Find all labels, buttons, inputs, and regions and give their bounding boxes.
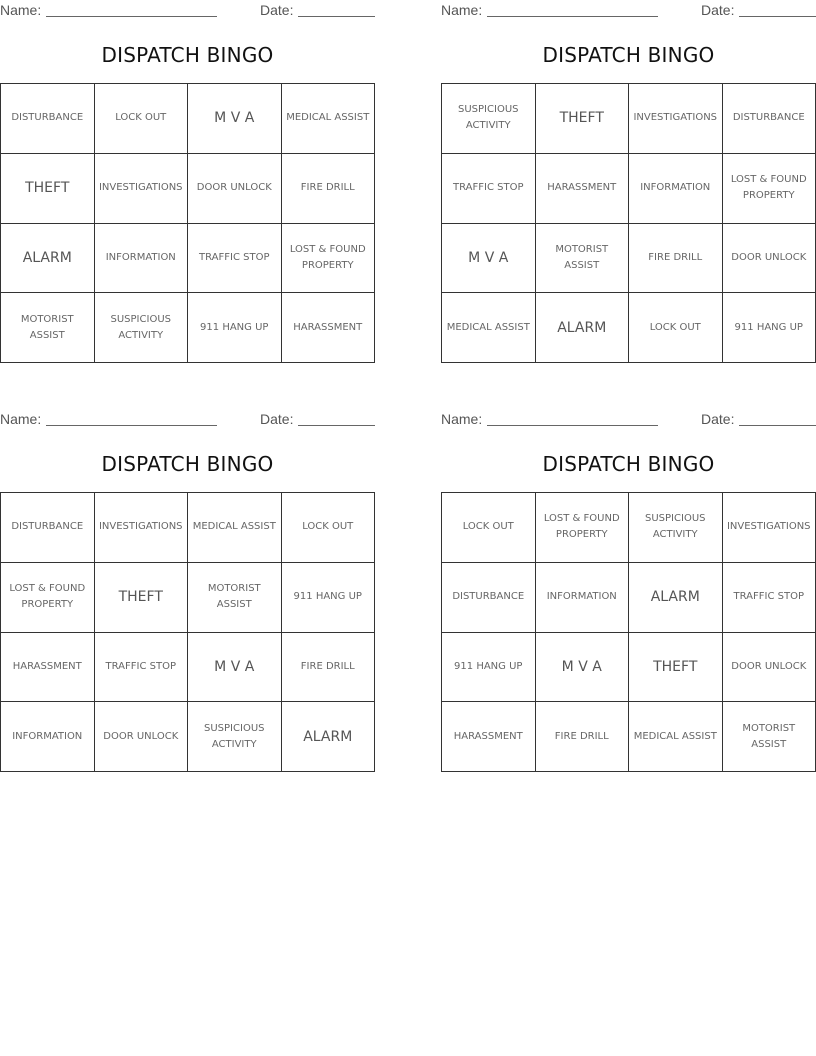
bingo-cell: INFORMATION bbox=[1, 702, 95, 772]
date-blank-line bbox=[298, 425, 375, 426]
bingo-cell: INVESTIGATIONS bbox=[723, 493, 816, 563]
bingo-cell: 911 HANG UP bbox=[442, 633, 536, 703]
card-header bbox=[441, 411, 816, 429]
bingo-cell: HARASSMENT bbox=[282, 293, 376, 363]
name-blank-line bbox=[487, 425, 658, 426]
bingo-cell: MOTORIST ASSIST bbox=[188, 563, 282, 633]
bingo-cell: DOOR UNLOCK bbox=[723, 633, 816, 703]
bingo-cell: ALARM bbox=[1, 224, 95, 294]
name-blank-line bbox=[487, 16, 658, 17]
bingo-cell: THEFT bbox=[95, 563, 189, 633]
bingo-cell: INFORMATION bbox=[536, 563, 630, 633]
bingo-cell: MEDICAL ASSIST bbox=[188, 493, 282, 563]
bingo-cell: THEFT bbox=[536, 84, 630, 154]
bingo-cell: SUSPICIOUS ACTIVITY bbox=[95, 293, 189, 363]
bingo-cell: MOTORIST ASSIST bbox=[723, 702, 816, 772]
card-title: DISPATCH BINGO bbox=[542, 43, 715, 67]
bingo-cell: DISTURBANCE bbox=[442, 563, 536, 633]
bingo-card bbox=[441, 409, 816, 779]
card-title: DISPATCH BINGO bbox=[101, 452, 274, 476]
bingo-cell: LOCK OUT bbox=[442, 493, 536, 563]
date-blank-line bbox=[298, 16, 375, 17]
bingo-cell: MOTORIST ASSIST bbox=[536, 224, 630, 294]
bingo-cell: MEDICAL ASSIST bbox=[629, 702, 723, 772]
date-label: Date: bbox=[260, 2, 294, 18]
name-label: Name: bbox=[0, 2, 42, 18]
bingo-cell: ALARM bbox=[629, 563, 723, 633]
bingo-cell: ALARM bbox=[282, 702, 376, 772]
bingo-cell: SUSPICIOUS ACTIVITY bbox=[442, 84, 536, 154]
name-label: Name: bbox=[0, 411, 42, 427]
bingo-cell: HARASSMENT bbox=[536, 154, 630, 224]
bingo-cell: 911 HANG UP bbox=[282, 563, 376, 633]
bingo-cell: 911 HANG UP bbox=[188, 293, 282, 363]
bingo-cell: LOST & FOUND PROPERTY bbox=[536, 493, 630, 563]
bingo-cell: LOST & FOUND PROPERTY bbox=[282, 224, 376, 294]
date-blank-line bbox=[739, 16, 816, 17]
bingo-cell: DISTURBANCE bbox=[723, 84, 816, 154]
card-title: DISPATCH BINGO bbox=[542, 452, 715, 476]
bingo-cell: INVESTIGATIONS bbox=[629, 84, 723, 154]
card-header bbox=[0, 2, 375, 20]
date-blank-line bbox=[739, 425, 816, 426]
bingo-grid bbox=[441, 492, 816, 772]
bingo-cell: TRAFFIC STOP bbox=[723, 563, 816, 633]
bingo-cell: TRAFFIC STOP bbox=[95, 633, 189, 703]
bingo-cell: DISTURBANCE bbox=[1, 84, 95, 154]
bingo-cell: INVESTIGATIONS bbox=[95, 493, 189, 563]
bingo-cell: MEDICAL ASSIST bbox=[442, 293, 536, 363]
bingo-cell: INFORMATION bbox=[95, 224, 189, 294]
bingo-cell: SUSPICIOUS ACTIVITY bbox=[188, 702, 282, 772]
bingo-cell: FIRE DRILL bbox=[282, 154, 376, 224]
bingo-cell: M V A bbox=[442, 224, 536, 294]
bingo-cell: LOST & FOUND PROPERTY bbox=[723, 154, 816, 224]
name-blank-line bbox=[46, 16, 217, 17]
bingo-cell: FIRE DRILL bbox=[282, 633, 376, 703]
bingo-grid bbox=[0, 83, 375, 363]
bingo-cell: 911 HANG UP bbox=[723, 293, 816, 363]
card-header bbox=[0, 411, 375, 429]
name-label: Name: bbox=[441, 2, 483, 18]
bingo-cell: MOTORIST ASSIST bbox=[1, 293, 95, 363]
bingo-cell: M V A bbox=[188, 633, 282, 703]
date-label: Date: bbox=[260, 411, 294, 427]
bingo-card bbox=[0, 0, 375, 370]
bingo-cell: ALARM bbox=[536, 293, 630, 363]
bingo-cell: LOCK OUT bbox=[95, 84, 189, 154]
bingo-cell: HARASSMENT bbox=[1, 633, 95, 703]
bingo-cell: DOOR UNLOCK bbox=[188, 154, 282, 224]
bingo-cell: DOOR UNLOCK bbox=[95, 702, 189, 772]
bingo-cell: TRAFFIC STOP bbox=[188, 224, 282, 294]
card-header bbox=[441, 2, 816, 20]
bingo-cell: INVESTIGATIONS bbox=[95, 154, 189, 224]
bingo-cell: DOOR UNLOCK bbox=[723, 224, 816, 294]
bingo-cell: DISTURBANCE bbox=[1, 493, 95, 563]
date-label: Date: bbox=[701, 411, 735, 427]
bingo-cell: TRAFFIC STOP bbox=[442, 154, 536, 224]
bingo-grid bbox=[441, 83, 816, 363]
bingo-cell: THEFT bbox=[1, 154, 95, 224]
bingo-card bbox=[441, 0, 816, 370]
name-label: Name: bbox=[441, 411, 483, 427]
card-title: DISPATCH BINGO bbox=[101, 43, 274, 67]
bingo-cell: THEFT bbox=[629, 633, 723, 703]
bingo-cell: INFORMATION bbox=[629, 154, 723, 224]
bingo-cell: M V A bbox=[188, 84, 282, 154]
bingo-cell: MEDICAL ASSIST bbox=[282, 84, 376, 154]
bingo-cell: M V A bbox=[536, 633, 630, 703]
date-label: Date: bbox=[701, 2, 735, 18]
bingo-cell: FIRE DRILL bbox=[536, 702, 630, 772]
bingo-cell: SUSPICIOUS ACTIVITY bbox=[629, 493, 723, 563]
bingo-grid bbox=[0, 492, 375, 772]
bingo-card bbox=[0, 409, 375, 779]
bingo-cell: FIRE DRILL bbox=[629, 224, 723, 294]
bingo-cell: LOCK OUT bbox=[282, 493, 376, 563]
bingo-cell: LOST & FOUND PROPERTY bbox=[1, 563, 95, 633]
bingo-cell: HARASSMENT bbox=[442, 702, 536, 772]
name-blank-line bbox=[46, 425, 217, 426]
bingo-cell: LOCK OUT bbox=[629, 293, 723, 363]
